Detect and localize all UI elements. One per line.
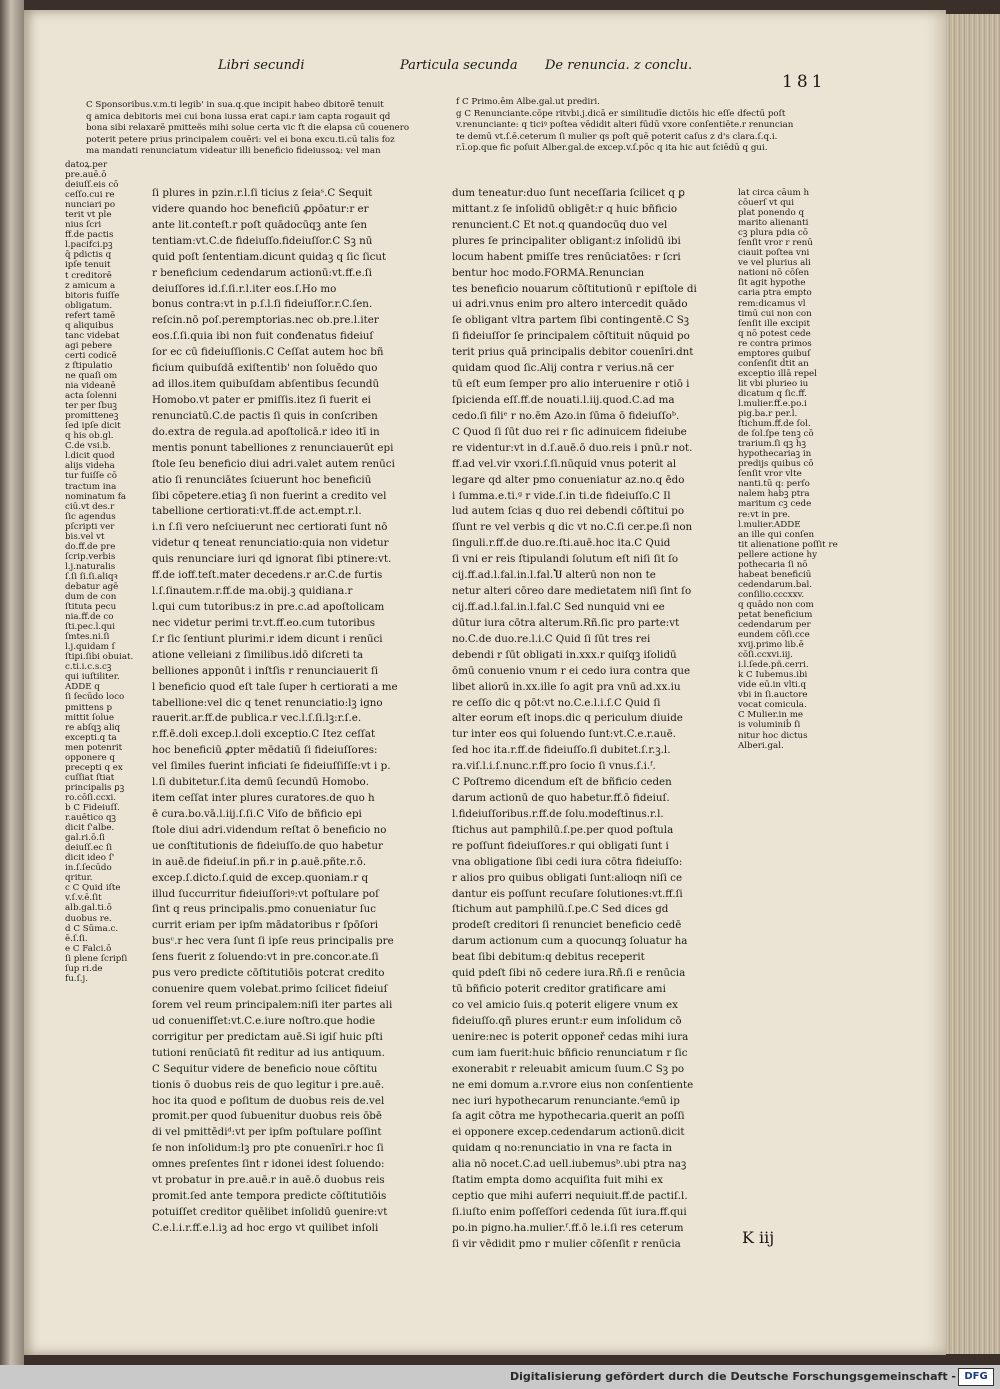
text-line: mentis ponunt tabelliones z renunciauerūt epi xyxy=(152,441,394,454)
margin-note-line: ter per ſbuꝫ xyxy=(65,401,117,412)
text-line: l.ſ.ſinautem.r.ff.de ma.obij.ꝫ quidiana.r xyxy=(152,585,353,598)
text-line: tur inter eos qui ſoluendo ſunt:vt.C.e.r.auē. xyxy=(452,728,676,741)
text-line: tes beneficio nouarum cōſtitutionū r epiſtole di xyxy=(452,282,697,295)
text-line: r alios pro quibus obligati ſunt:alioqn niſi ce xyxy=(452,871,683,884)
footer-credit: Digitalisierung gefördert durch die Deutsche Forschungsgemeinschaft - xyxy=(509,1370,956,1383)
margin-note-line: v.ſ.v.ē.ſit xyxy=(65,893,102,904)
text-line: cij.ff.ad.l.fal.in.l.fal.C Sed nunquid vni ee xyxy=(452,600,665,613)
text-line: renunciatū.C.de pactis ſi quis in conſcriben xyxy=(152,409,378,422)
text-line: dum teneatur:duo ſunt neceſſaria ſcilicet q ꝑ xyxy=(452,187,685,199)
text-line: excep.ſ.dicto.ſ.quid de excep.quoniam.r q xyxy=(152,871,369,884)
margin-note-line: ē.ſ.ſi. xyxy=(65,933,88,944)
margin-note-line: is voluminiḃ ſi xyxy=(738,720,801,731)
margin-note-line: ciauit poſtea vni xyxy=(738,248,810,259)
text-line: pus vero predicte cōſtitutiōis potcrat credito xyxy=(152,967,385,980)
margin-note-line: maritum cꝫ cede xyxy=(738,499,812,510)
text-line: poterit petere prius principalem couēri: vel ei bona excu.ti.cū talis foz xyxy=(86,134,395,145)
margin-note-line: xvij.primo lib.ē xyxy=(738,640,804,651)
text-line: promit.per quod ſubuenitur duobus reis ōbē xyxy=(152,1110,382,1123)
margin-note-line: predijs quibus cō xyxy=(738,459,814,470)
text-line: atione velleiani z ſimilibus.iḋō diſcreti ta xyxy=(152,648,364,661)
running-head-left: Libri secundi xyxy=(218,58,305,73)
text-line: ſtatim empta domo acquiſita fuit mihi ex xyxy=(452,1174,663,1187)
text-line: C Quod ſi ſūt duo rei r ſic adinuicem fideiube xyxy=(452,425,687,438)
text-line: atio ſi renunciātes ſciuerunt hoc beneficiū xyxy=(152,473,372,486)
margin-note-line: acta ſolenni xyxy=(65,391,117,402)
text-line: tū eſt eum ſemper pro alio interuenire r otiō i xyxy=(452,378,690,391)
text-line: ma mandati renunciatum videatur illi beneficio fideiussoꝝ: vel man xyxy=(86,146,381,157)
margin-note-line: ſup ri.de xyxy=(65,963,103,974)
margin-note-line: ff.de pactis xyxy=(65,230,114,241)
text-line: C Sequitur videre de beneficio noue cōſtitu xyxy=(152,1062,378,1075)
margin-note-line: deiuſſ.eis cō xyxy=(65,180,119,191)
margin-note-line: vocat comicula. xyxy=(738,700,807,711)
margin-note-line: cōſi.ccxvi.iij. xyxy=(738,650,793,661)
text-line: ſtole ſeu beneficio diui adri.valet autem renūci xyxy=(152,457,395,470)
margin-note-line: C Mulier.in me xyxy=(738,710,804,721)
text-line: corrigitur per predictam auē.Si igiſ huic pſti xyxy=(152,1030,383,1043)
margin-note-line: men potenrit xyxy=(65,742,123,753)
margin-note-line: tur fuiſſe cō xyxy=(65,471,118,482)
margin-note-line: refert tamē xyxy=(65,310,116,321)
margin-note-line: ſtipi.ſibi obuiat. xyxy=(65,652,134,663)
margin-note-line: c C Quid iſte xyxy=(65,883,121,894)
text-line: cum iam fuerit:huic bñficio renunciatum r ſic xyxy=(452,1046,688,1059)
margin-note-line: l.dicit quod xyxy=(65,451,115,462)
margin-note-line: tanc videbat xyxy=(65,330,120,341)
text-line: tabellione:vel dic q tenet renunciatio:lꝫ igno xyxy=(152,696,383,709)
text-line: item ceſſat inter plures curatores.de quo h xyxy=(152,792,375,805)
text-line: cij.ff.ad.l.fal.in.l.fal.Ⴎ alterū non non te xyxy=(452,569,656,582)
margin-note-line: debatur agē xyxy=(65,581,119,592)
gloss-line: f C Primo.ēm Albe.gal.ut prediri. xyxy=(456,97,600,107)
margin-note-line: l.pacifci.pꝫ xyxy=(65,240,113,251)
margin-note-line: ſcrip.verbis xyxy=(65,551,116,562)
margin-note-line: l.mulier.ff.e.po.i xyxy=(738,398,807,409)
text-line: ſint q reus principalis.pmo conueniatur ſuc xyxy=(152,903,376,916)
margin-note-line: qui iuſtiliter. xyxy=(65,672,120,683)
text-line: ſpicienda eſſ.ff.de nouati.l.iij.quod.C.ad ma xyxy=(452,393,675,406)
text-line: prodeſt creditori ſi renunciet beneficio cedē xyxy=(452,919,682,932)
text-line: alter eorum eſt inops.dic q periculum diuide xyxy=(452,712,683,725)
margin-note-line: ſtichum.ff.de ſol. xyxy=(738,419,811,430)
text-line: nec iuri hypothecarum renunciante.ᵈemū ip xyxy=(452,1094,680,1107)
text-line: ſed hoc ita.r.ff.de fideiuſſo.ſi dubitet.ſ.r.ꝫ.l. xyxy=(452,744,671,757)
margin-note-line: tit alienatione poſſit re xyxy=(738,539,838,550)
margin-note-line: q his ob.gl. xyxy=(65,431,114,442)
text-line: quid pdeſt ſibi nō cedere iura.Rñ.ſi e renūcia xyxy=(452,967,686,980)
margin-note-line: fu.ſ.j. xyxy=(65,973,89,984)
text-line: conuenire quem volebat.primo ſcilicet fideiuſ xyxy=(152,983,388,996)
text-line: renuncient.C Et not.q quandocūq duo vel xyxy=(452,218,668,231)
text-line: darum actionum cum a quocunqꝫ ſoluatur ha xyxy=(452,935,688,948)
text-column-b xyxy=(452,186,734,1281)
text-line: uenire:nec is poterit opponeř cedas mihi iura xyxy=(452,1030,689,1043)
text-line: currit eriam per ipſm mādatoribus r ſpōſori xyxy=(152,919,379,932)
margin-note-line: ciū.vt des.r xyxy=(65,501,115,512)
margin-note-line: i.l.ſede.pñ.cerri. xyxy=(738,660,809,671)
gloss-line: v.renunciante: q ticiꝰ poſtea vēdidit alteri fūdū vxore conſentiēte.r renuncian xyxy=(456,120,794,131)
text-line: terit prius quā principalis debitor couenīri.dnt xyxy=(452,346,694,359)
margin-note-line: vide eū.in vlti.q xyxy=(738,680,807,691)
margin-note-line: ſti.pec.l.qui xyxy=(65,622,116,633)
margin-note-line: q quādo non com xyxy=(738,599,814,610)
text-line: ne emi domum a.r.vrore eius non conſentiente xyxy=(452,1078,694,1091)
margin-note-line: dicit ideo ſ' xyxy=(65,853,115,864)
margin-note-line: q aliquibus xyxy=(65,320,114,331)
text-line: hoc ita quod e poſitum de duobus reis de.vel xyxy=(152,1094,385,1107)
text-line: fideiuſſo.qñ plures erunt:r eum inſolidum cō xyxy=(452,1014,682,1027)
margin-note-line: ſi plene ſcripſi xyxy=(65,953,128,964)
margin-note-line: trarium.ſi qꝫ hꝫ xyxy=(738,439,806,450)
text-line: tionis ō duobus reis de quo legitur i pre.auē. xyxy=(152,1078,385,1091)
margin-note-line: cedendarum.bal. xyxy=(738,579,813,590)
gloss-line: g C Renunciante.cōpe ritvbi.j.dicā er similitudīe dictōis hic eſſe dfectū poſt xyxy=(456,108,786,119)
text-line: ff.de ioff.teſt.mater decedens.r ar.C.de furtis xyxy=(152,569,383,582)
text-line: quid poſt ſententiam.dicunt quidaꝫ q ſic ſicut xyxy=(152,250,387,263)
margin-note-line: pellere actione hy xyxy=(738,549,818,560)
text-line: vna obligatione ſibi cedi iura cōtra fideiuſſo: xyxy=(452,855,683,868)
margin-note-line: ſenſit ille excipit xyxy=(738,318,810,329)
text-line: ad illos.item quibuſdam abſentibus ſecundū xyxy=(152,378,380,391)
margin-note-line: nationi nō cōſen xyxy=(738,268,810,279)
text-line: alia nō nocet.C.ad uell.iubemusᵇ.ubi ptra naꝫ xyxy=(452,1158,687,1171)
left-margin-notes xyxy=(65,160,147,1320)
margin-note-line: q̄ pdictis q xyxy=(65,250,112,261)
margin-note-line: hypothecariaꝫ in xyxy=(738,449,812,460)
margin-note-line: nominatum fa xyxy=(65,491,127,502)
text-line: i.n ſ.ſi vero neſciuerunt nec certiorati ſunt nō xyxy=(152,521,388,534)
text-line: l.ſi dubitetur.ſ.ita demū ſecundū Homobo. xyxy=(152,776,369,789)
margin-note-line: pre.auē.ō xyxy=(65,170,107,181)
text-line: tabellione certiorati:vt.ff.de act.empt.r.l. xyxy=(152,505,362,518)
margin-note-line: nia.ff.de co xyxy=(65,612,114,623)
margin-note-line: dum de con xyxy=(65,592,117,603)
text-line: reſcin.nō poſ.peremptorias.nec ob.pre.l.iter xyxy=(152,314,379,327)
text-line: dūtur iura cōtra alterum.Rñ.ſic pro parte:vt xyxy=(452,616,680,629)
margin-note-line: agi pebere xyxy=(65,340,112,351)
text-line: r.ff.ē.doli excep.l.doli exceptio.C Itez ceſſat xyxy=(152,728,376,741)
margin-note-line: duobus re. xyxy=(65,913,112,924)
text-line: ſtichus aut pamphilū.ſ.pe.per quod poſtula xyxy=(452,823,674,836)
text-line: bonus contra:vt in p.ſ.l.ſi fideiuſſor.r.C.ſen. xyxy=(152,298,373,311)
text-line: ra.viſ.l.i.ſ.nunc.r.ff.pro ſocio ſi vnus.ſ.i.ᶠ. xyxy=(452,760,656,773)
text-line: ſor ec cū fideiuſſionis.C Ceſſat autem hoc bñ xyxy=(152,346,384,359)
text-line: tentiam:vt.C.de fideiuſſo.fideiuſſor.C Sꝫ nū xyxy=(152,234,373,247)
margin-note-line: do.ff.de pre xyxy=(65,541,116,552)
margin-note-line: dicatum q ſic.ff. xyxy=(738,388,808,399)
margin-note-line: in.ſ.ſecūdo xyxy=(65,863,112,874)
margin-note-line: l.j.naturalis xyxy=(65,561,116,572)
margin-note-line: k C Iubemus.ibi xyxy=(738,670,808,681)
text-line: l beneficio quod eſt tale ſuper h certiorati a me xyxy=(152,680,398,693)
signature-mark: K iij xyxy=(742,1228,775,1247)
margin-note-line: Alberi.gal. xyxy=(738,740,784,751)
footer-bar xyxy=(0,1365,1000,1389)
text-line: netur alteri cōreo dare medietatem niſi ſint ſo xyxy=(452,585,692,598)
text-line: illud ſuccurritur fideiuſſoriꝰ:vt poſtulare poſ xyxy=(152,887,379,900)
margin-note-line: ſit agit hypothe xyxy=(738,278,806,289)
margin-note-line: pothecaria ſi nō xyxy=(738,559,808,570)
margin-note-line: plat ponendo q xyxy=(738,208,805,219)
text-line: ſtichum aut pamphilū.ſ.pe.C Sed dices gd xyxy=(452,903,669,916)
margin-note-line: bis.vel vt xyxy=(65,531,105,542)
margin-note-line: nia videanē xyxy=(65,381,116,392)
margin-note-line: lat circa cāum h xyxy=(738,188,810,198)
text-line: mittant.z ſe inſolidū obligēt:r q huic bñficio xyxy=(452,202,678,215)
gloss-line: r.ī.op.que fic poſuit Alber.gal.de excep.v.ſ.pōc q ita hic aut ſciēdū q gui. xyxy=(456,143,768,154)
margin-note-line: exceptio illā repel xyxy=(738,368,817,379)
text-line: ante lit.conteſt.r poſt quādocūqꝫ ante ſen xyxy=(152,218,368,231)
margin-note-line: ſ.ſi ſi.ſi.aliqꝛ xyxy=(65,571,118,582)
text-line: di vel pmittēdiᵈ:vt per ipſm poſtulare poſſint xyxy=(152,1126,382,1139)
margin-note-line: obligatum. xyxy=(65,300,113,311)
margin-note-line: lit vbi plurieo iu xyxy=(738,378,809,389)
text-line: ſi vni er reis ſtipulandi ſolutum eſt niſi ſit ſo xyxy=(452,553,679,566)
text-line: nec videtur perimi tr.vt.ff.eo.cum tutoribus xyxy=(152,616,376,629)
margin-note-line: ſenſit vror vlte xyxy=(738,469,802,480)
margin-note-line: q nō potest cede xyxy=(738,328,811,339)
left-page-edge xyxy=(0,0,24,1365)
gloss-line: te demū vt.ſ.ē.ceterum ſi mulier qs poſt quē poterit caſus z d's clara.ſ.q.i. xyxy=(456,131,778,142)
text-line: ſi vir vēdidit pmo r mulier cōſenſit r renūcia xyxy=(452,1237,681,1250)
margin-note-line: z ſtipulatio xyxy=(65,360,113,371)
text-line: no.C.de duo.re.l.i.C Quid ſi ſūt tres rei xyxy=(452,632,651,645)
text-line: ceptio que mihi auferri nequiuit.ff.de pactiſ.l. xyxy=(452,1190,688,1203)
text-line: ſorem vel reum principalem:niſi iter partes ali xyxy=(152,999,393,1012)
folio-number: 181 xyxy=(782,72,827,92)
text-line: i ſumma.e.ti.ᵍ r vide.ſ.in ti.de fideiuſſo.C Il xyxy=(452,489,671,502)
text-line: beat ſibi debitum:q debitus receperit xyxy=(452,951,645,964)
text-line: bentur hoc modo.FORMA.Renuncian xyxy=(452,266,645,279)
text-line: eos.ſ.ſi.quia ibi non fuit conđenatus fideiuſ xyxy=(152,330,374,343)
text-line: cedo.ſi filiᵉ r no.ēm Azo.in ſūma ō fideiuſſoᵇ. xyxy=(452,409,680,422)
text-line: videre quando hoc beneficiū ꝓpōatur:r er xyxy=(152,202,369,215)
text-line: ficium quibuſdā exiſtentib' non ſoluēdo quo xyxy=(152,362,378,375)
text-line: ui adri.vnus enim pro altero intercedit quādo xyxy=(452,298,688,311)
margin-note-line: alb.gal.ti.ō xyxy=(65,903,112,914)
text-line: dantur eis poſſunt recuſare ſolutiones:vt.ff.ſi xyxy=(452,887,683,900)
text-line: ſtole diui adri.videndum reſtat ō beneficio no xyxy=(152,823,387,836)
text-line: r beneficium cedendarum actionū:vt.ff.e.ſi xyxy=(152,266,372,279)
text-line: ſ.r ſic ſentiunt plurimi.r idem dicunt i renūci xyxy=(152,632,383,645)
text-line: videtur q teneat renunciatio:quia non videtur xyxy=(152,537,389,550)
text-line: C Poſtremo dicendum eſt de bñficio ceden xyxy=(452,776,672,789)
margin-note-line: nunciari po xyxy=(65,200,116,211)
text-line: ſi.iuſto enim poſſeſſori cedenda ſūt iura.ff.qui xyxy=(452,1206,687,1218)
text-line: quidam quod ſic.Alij contra r verius.nā cer xyxy=(452,362,674,375)
margin-note-line: timū cui non con xyxy=(738,308,812,319)
margin-note-line: re:vt in pre. xyxy=(738,509,791,520)
margin-note-line: ipſe tenuit xyxy=(65,260,111,271)
margin-note-line: eundem cōſi.cce xyxy=(738,630,810,641)
margin-note-line: ve vel plurius ali xyxy=(738,258,811,269)
text-line: tutioni renūciatū fit reditur ad ius antiquum. xyxy=(152,1046,385,1059)
margin-note-line: dicit ſ'albe. xyxy=(65,823,115,834)
text-line: locum habent pmiſſe tres renūciatōes: r ſcri xyxy=(452,250,681,263)
margin-note-line: pig.ba.r per.l. xyxy=(738,409,798,420)
margin-note-line: datoꝝ.per xyxy=(65,160,108,170)
margin-note-line: de ſol.ſpe tenꝫ cō xyxy=(738,429,814,440)
margin-note-line: certi codicē xyxy=(65,350,117,361)
margin-note-line: deiuſſ.ec ſi xyxy=(65,843,113,854)
margin-note-line: c.ti.i.c.s.cꝫ xyxy=(65,662,112,673)
text-line: l.qui cum tutoribus:z in pre.c.ad apoſtolicam xyxy=(152,600,385,613)
text-line: legare qd alter pmo conueniatur az.no.q ēdo xyxy=(452,473,685,486)
text-line: l.fideiuſſoribus.r.ff.de ſolu.modeſtinus.r.l. xyxy=(452,807,664,820)
margin-note-line: conſilio.cccxxv. xyxy=(738,589,805,600)
text-line: busᶜ.r hec vera ſunt ſi ipſe reus principalis pre xyxy=(152,935,394,948)
text-line: ue conſtitutionis de fideiuſſo.de quo habetur xyxy=(152,839,383,852)
margin-note-line: e C Falci.ō xyxy=(65,943,112,954)
text-line: tū bñficio poterit creditor gratificare ami xyxy=(452,983,666,996)
margin-note-line: b C Fideiuſſ. xyxy=(65,803,120,813)
margin-note-line: nalem habꝫ ptra xyxy=(738,489,810,500)
margin-note-line: r.auētico qꝫ xyxy=(65,813,117,824)
text-line: debendi r ſūt obligati in.xxx.r quiſqꝫ iſolidū xyxy=(452,648,677,661)
margin-note-line: cꝫ plura pdia cō xyxy=(738,228,809,239)
text-line: deiuſſores id.ſ.ſi.r.l.iter eos.ſ.Ho mo xyxy=(152,282,337,295)
margin-note-line: gal.ri.ō.ſi xyxy=(65,833,105,844)
text-line: quis renunciare iuri qd ignorat ſibi ptinere:vt. xyxy=(152,553,392,566)
margin-note-line: cedendarum per xyxy=(738,620,811,631)
margin-note-line: cōuerſ vt qui xyxy=(738,198,795,209)
margin-note-line: t creditorē xyxy=(65,270,112,281)
margin-note-line: z amicum a xyxy=(65,280,116,291)
margin-note-line: precepti q ex xyxy=(65,762,123,773)
text-line: ſi fideiuſſor ſe principalem cōſtituit nūquid po xyxy=(452,330,690,343)
margin-note-line: ne quaſi om xyxy=(65,370,118,381)
text-line: vt probatur in pre.auē.r in auē.ō duobus reis xyxy=(152,1174,385,1187)
text-line: ei opponere excep.cedendarum actionū.dicit xyxy=(452,1126,685,1139)
margin-note-line: d C Sūma.c. xyxy=(65,923,119,934)
text-line: do.extra de regula.ad apoſtolicā.r ideo itī in xyxy=(152,425,380,438)
text-line: ōmū conuenio vnum r ei cedo iura contra que xyxy=(452,664,691,677)
margin-note-line: ADDE q xyxy=(65,682,100,693)
margin-note-line: habeat beneficiū xyxy=(738,569,812,580)
margin-note-line: ceſſo.cui re xyxy=(65,190,115,201)
margin-note-line: nius ſcri xyxy=(65,220,102,231)
text-line: rauerit.ar.ff.de publica.r vec.l.ſ.ſi.lꝫ:r.ſ.e. xyxy=(152,712,362,725)
text-line: co vel amicio ſuis.q poterit eligere vnum ex xyxy=(452,999,678,1012)
margin-note-line: mittit ſolue xyxy=(65,712,114,723)
margin-note-line: alijs videha xyxy=(65,461,115,472)
text-line: quidam q no:renunciatio in vna re facta in xyxy=(452,1142,673,1155)
margin-note-line: principalis ꝑꝫ xyxy=(65,782,125,793)
text-line: ſa agit cōtra me hypothecaria.querit an poſſi xyxy=(452,1110,685,1123)
text-line: lud autem ſcias q duo rei debendi cōſtitui po xyxy=(452,505,685,518)
margin-note-line: opponere q xyxy=(65,752,115,763)
text-line: bona sibi relaxarē pmitteës mihi solue certa vic ft die elapsa cū couenero xyxy=(86,123,410,134)
text-line: po.in pigno.ha.mulier.ᶠ.ff.ō le.i.ſi res ceterum xyxy=(452,1221,684,1234)
text-line: exonerabit r releuabit amicum ſuum.C Sꝫ po xyxy=(452,1062,685,1075)
text-line: ſens fuerit z ſoluendo:vt in pre.concor.ate.ſi xyxy=(152,951,379,964)
margin-note-line: excepti.q ta xyxy=(65,732,117,743)
text-line: C.e.l.i.r.ff.e.l.iꝫ ad hoc ergo vt quilibet inſoli xyxy=(152,1221,379,1234)
text-line: ſi plures in pzin.r.l.ſi ticius z ſeiaˢ.C Sequit xyxy=(152,187,373,199)
margin-note-line: pmittens p xyxy=(65,702,113,713)
text-line: ud conuenifſet:vt.C.e.iure noſtro.que hodie xyxy=(152,1014,376,1027)
margin-note-line: C.de vsi.b. xyxy=(65,441,111,452)
margin-note-line: bitoris fuiſſe xyxy=(65,290,120,301)
margin-note-line: ſi ſecūdo loco xyxy=(65,692,125,703)
margin-note-line: ſenſit vror r renū xyxy=(738,238,813,249)
text-line: ē cura.bo.vā.l.iij.ſ.ſi.C Viſo de bñficio epi xyxy=(152,807,362,820)
top-right-block xyxy=(456,97,836,159)
text-line: ſinguli.r.ff.de duo.re.ſti.auē.hoc ita.C Quid xyxy=(452,537,671,550)
text-line: ſibi cōpetere.etiaꝫ ſi non fuerint a credito vel xyxy=(152,489,387,502)
text-line: omnes preſentes ſint r idonei idest ſoluendo: xyxy=(152,1158,385,1171)
margin-note-line: l.j.quidam ſ xyxy=(65,642,115,653)
margin-note-line: ro.cōſi.ccxi. xyxy=(65,792,117,803)
margin-note-line: tractum ina xyxy=(65,481,117,492)
text-line: Homobo.vt pater er pmiſſis.itez ſi fuerit ei xyxy=(152,393,371,406)
margin-note-line: re abſqꝫ aliq xyxy=(65,722,121,733)
text-line: q amica debitoris mei cui bona iussa erat capi.r iam capta rogauit qd xyxy=(86,111,391,122)
margin-note-line: an ille qui conſen xyxy=(738,529,815,540)
dfg-logo: DFG xyxy=(958,1368,994,1386)
text-line: ſe non inſolidum:lꝫ pro pte conuenīri.r hoc ſi xyxy=(152,1142,384,1155)
text-line: in auē.de fideiuſ.in pñ.r in ꝑ.auē.pñte.r.ō. xyxy=(152,855,367,868)
margin-note-line: ſed ipſe dicit xyxy=(65,421,121,432)
running-head-right: De renuncia. z conclu. xyxy=(545,58,693,73)
margin-note-line: petat beneficium xyxy=(738,609,813,620)
text-line: belliones apponūt i inſtſis r renunciauerit ſi xyxy=(152,664,379,677)
margin-note-line: nitur hoc dictus xyxy=(738,730,808,741)
margin-note-line: re contra primos xyxy=(738,338,812,349)
margin-note-line: conſenſit ḋtit an xyxy=(738,358,809,369)
text-line: C Sponsoribus.v.m.ti legib' in sua.q.que incipit habeo dbitorē tenuit xyxy=(86,100,384,110)
margin-note-line: rem:dicamus vl xyxy=(738,298,806,309)
margin-note-line: ſtituta pecu xyxy=(65,602,117,613)
text-column-a xyxy=(152,186,440,1281)
margin-note-line: caria ptra empto xyxy=(738,288,812,299)
margin-note-line: l.mulier.ADDE xyxy=(738,519,801,530)
margin-note-line: promitteneꝫ xyxy=(65,411,119,422)
margin-note-line: cuſſiat ſtiat xyxy=(65,772,115,783)
margin-note-line: marito alienanti xyxy=(738,218,809,229)
margin-note-line: qritur. xyxy=(65,873,93,884)
text-line: vel ſimiles fuerint inficiati ſe fideiuſſiſſe:vt i p. xyxy=(152,760,391,773)
text-line: re poſſunt fideiuſſores.r qui obligati ſunt i xyxy=(452,839,669,852)
top-left-block xyxy=(86,100,428,162)
text-line: ſſunt re vel verbis q dic vt no.C.ſi cer.pe.ſi non xyxy=(452,521,693,534)
text-line: plures ſe principaliter obligant:z inſolidū ibi xyxy=(452,234,681,247)
text-line: promit.ſed ante tempora predicte cōſtitutiōis xyxy=(152,1190,387,1203)
text-line: re ceſſo dic q pōt:vt no.C.e.l.i.ſ.C Quid ſi xyxy=(452,696,661,709)
text-line: darum actionū de quo habetur.ff.ō fideiuſ. xyxy=(452,792,670,805)
margin-note-line: vbi in ſi.auctore xyxy=(738,690,808,701)
margin-note-line: pſcripti ver xyxy=(65,521,115,532)
text-line: ff.ad vel.vir vxori.ſ.ſi.nūquid vnus poterit al xyxy=(452,457,677,470)
running-head-center: Particula secunda xyxy=(400,58,518,73)
text-line: potuiſſet creditor quēlibet inſolidū ꝯuenire:vt xyxy=(152,1206,388,1218)
right-margin-notes xyxy=(738,188,838,908)
margin-note-line: emptores quibuſ xyxy=(738,348,811,359)
margin-note-line: terit vt ple xyxy=(65,210,112,221)
text-line: ſe obligant vltra partem ſibi contingentē.C Sꝫ xyxy=(452,314,690,327)
page-stack-edge xyxy=(946,14,1000,1354)
margin-note-line: ſic agendus xyxy=(65,511,116,522)
margin-note-line: ſmtes.ni.ſi xyxy=(65,632,110,643)
text-line: libet aliorū in.xx.ille ſo agit pra vnū ad.xx.iu xyxy=(452,680,681,693)
text-line: hoc beneficiū ꝓpter mēdatiū ſi fideiuſſores: xyxy=(152,744,378,757)
text-line: re videntur:vt in d.ſ.auē.ō duo.reis i pnū.r not. xyxy=(452,441,693,454)
margin-note-line: nanti.tū q: perſo xyxy=(738,479,810,490)
